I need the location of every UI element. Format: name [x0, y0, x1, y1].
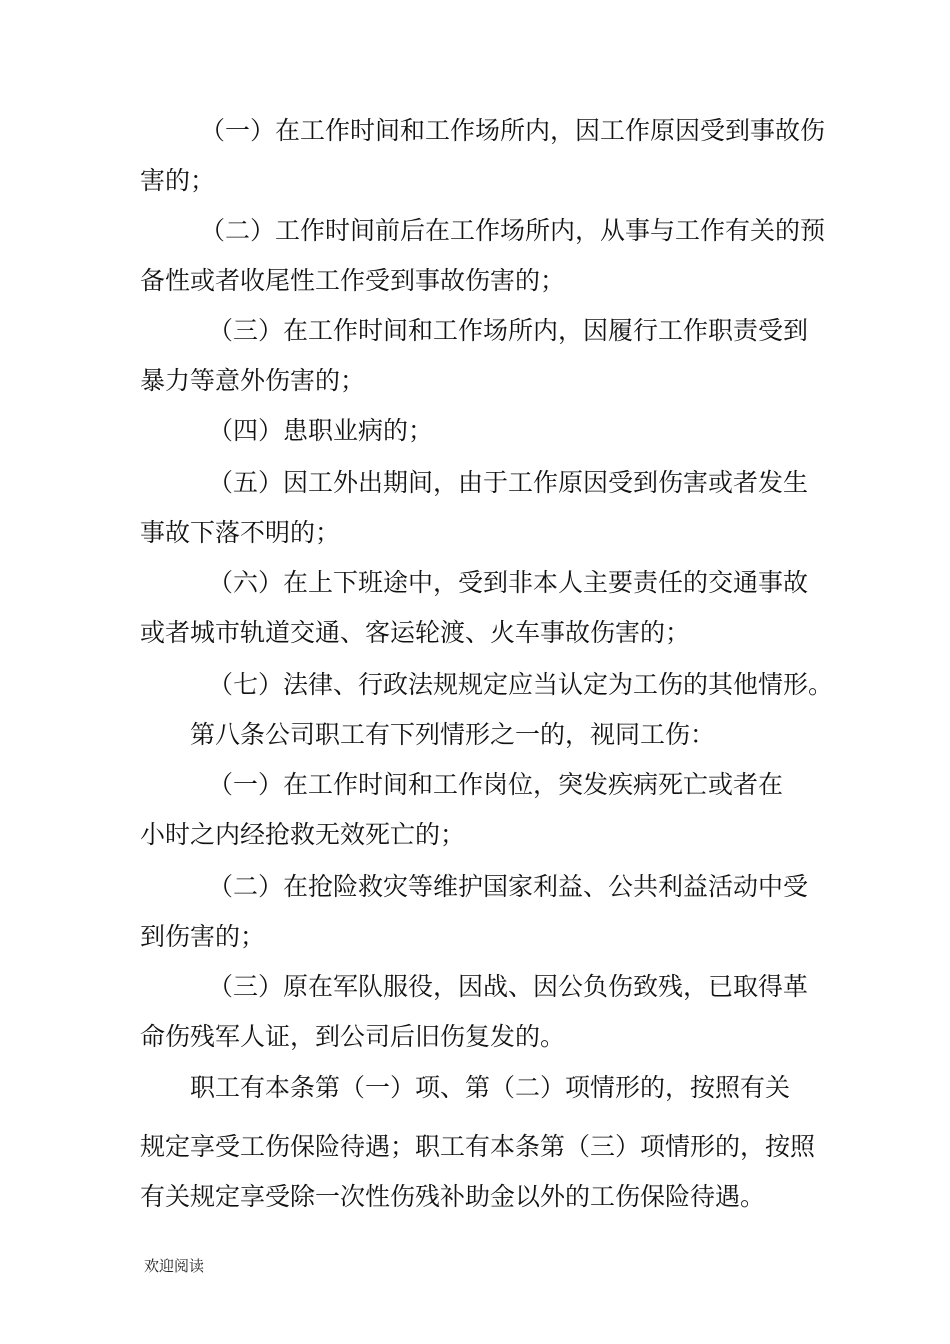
text-line-3: （二）工作时间前后在工作场所内，从事与工作有关的预 — [200, 216, 826, 245]
text-line-15: 小时之内经抢救无效死亡的； — [140, 820, 466, 849]
text-line-21: 规定享受工伤保险待遇；职工有本条第（三）项情形的，按照 — [140, 1132, 816, 1161]
text-line-14: （一）在工作时间和工作岗位，突发疾病死亡或者在 — [208, 770, 784, 799]
text-line-10: （六）在上下班途中，受到非本人主要责任的交通事故 — [208, 568, 809, 597]
text-line-8: （五）因工外出期间，由于工作原因受到伤害或者发生 — [208, 468, 809, 497]
footer-note: 欢迎阅读 — [144, 1257, 205, 1275]
text-line-17: 到伤害的； — [140, 922, 266, 951]
text-line-22: 有关规定享受除一次性伤残补助金以外的工伤保险待遇。 — [140, 1182, 766, 1211]
text-line-19: 命伤残军人证，到公司后旧伤复发的。 — [140, 1022, 566, 1051]
text-line-16: （二）在抢险救灾等维护国家利益、公共利益活动中受 — [208, 872, 809, 901]
text-line-6: 暴力等意外伤害的； — [140, 366, 366, 395]
text-line-13: 第八条公司职工有下列情形之一的，视同工伤： — [190, 720, 716, 749]
text-line-4: 备性或者收尾性工作受到事故伤害的； — [140, 266, 566, 295]
text-line-9: 事故下落不明的； — [140, 518, 341, 547]
text-line-2: 害的； — [140, 166, 216, 195]
text-line-1: （一）在工作时间和工作场所内，因工作原因受到事故伤 — [200, 116, 826, 145]
text-line-11: 或者城市轨道交通、客运轮渡、火车事故伤害的； — [140, 618, 691, 647]
text-line-7: （四）患职业病的； — [208, 416, 434, 445]
text-line-5: （三）在工作时间和工作场所内，因履行工作职责受到 — [208, 316, 809, 345]
text-line-20: 职工有本条第（一）项、第（二）项情形的，按照有关 — [190, 1073, 791, 1102]
text-line-18: （三）原在军队服役，因战、因公负伤致残，已取得革 — [208, 972, 809, 1001]
text-line-12: （七）法律、行政法规规定应当认定为工伤的其他情形。 — [208, 670, 834, 699]
